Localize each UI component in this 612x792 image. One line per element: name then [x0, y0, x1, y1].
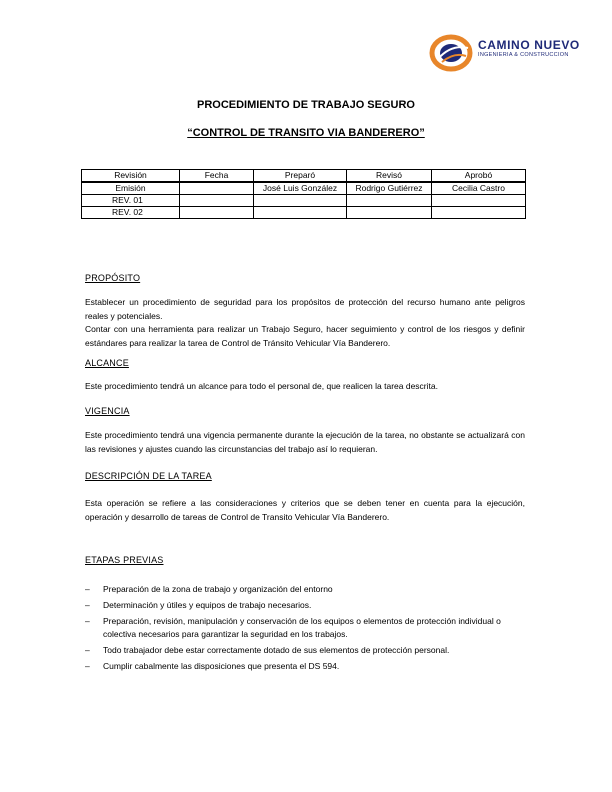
- column-header: Fecha: [180, 170, 254, 183]
- proposito-paragraph-2: Contar con una herramienta para realizar un Trabajo Seguro, hacer seguimiento y control de los riesgos y definir estándares para realizar la tarea de Control de Tránsito Vehicular Vía Banderero.: [85, 324, 525, 348]
- column-header: Aprobó: [432, 170, 526, 183]
- column-header: Preparó: [254, 170, 347, 183]
- table-cell: [180, 182, 254, 195]
- list-item-text: Preparación, revisión, manipulación y conservación de los equipos o elementos de protección individual o colectiva necesarios para garantizar la seguridad en los trabajos.: [103, 616, 501, 639]
- document-title: PROCEDIMIENTO DE TRABAJO SEGURO: [197, 99, 415, 111]
- revision-table: [81, 169, 526, 219]
- table-cell: [180, 207, 254, 219]
- list-item: – Preparación de la zona de trabajo y organización del entorno: [85, 584, 333, 594]
- logo-subtitle: INGENIERIA & CONSTRUCCION: [478, 52, 569, 58]
- proposito-paragraph-1: Establecer un procedimiento de seguridad para los propósitos de protección del recurso humano ante peligros reales y potenciales.: [85, 297, 525, 321]
- vigencia-paragraph: Este procedimiento tendrá una vigencia permanente durante la ejecución de la tarea, no obstante se actualizará con las revisiones y ajustes cuando las circunstancias del trabajo así lo requieran.: [85, 430, 525, 454]
- table-cell: [347, 195, 432, 207]
- table-cell: Rodrigo Gutiérrez: [347, 182, 432, 195]
- table-cell: REV. 02: [82, 207, 180, 219]
- table-cell: [180, 195, 254, 207]
- heading-descripcion: DESCRIPCIÓN DE LA TAREA: [85, 471, 212, 481]
- list-item: – Preparación, revisión, manipulación y conservación de los equipos o elementos de protección individual o colectiva necesarios para garantizar la seguridad en los trabajos.: [85, 616, 501, 639]
- table-cell: Cecilia Castro: [432, 182, 526, 195]
- etapas-list: [85, 583, 525, 676]
- heading-vigencia: VIGENCIA: [85, 406, 130, 416]
- list-item-text: Todo trabajador debe estar correctamente dotado de sus elementos de protección personal.: [103, 645, 450, 655]
- heading-alcance: ALCANCE: [85, 358, 129, 368]
- list-item: – Determinación y útiles y equipos de trabajo necesarios.: [85, 600, 312, 610]
- list-item-text: Cumplir cabalmente las disposiciones que presenta el DS 594.: [103, 661, 340, 671]
- table-header-row: [82, 170, 526, 183]
- heading-etapas-previas: ETAPAS PREVIAS: [85, 555, 164, 565]
- table-cell: [254, 195, 347, 207]
- table-cell: [432, 195, 526, 207]
- table-row: [82, 195, 526, 207]
- alcance-paragraph: Este procedimiento tendrá un alcance para todo el personal de, que realicen la tarea descrita.: [85, 381, 438, 391]
- company-logo: [428, 32, 588, 74]
- list-item: – Todo trabajador debe estar correctamente dotado de sus elementos de protección personal.: [85, 645, 450, 655]
- table-row: [82, 182, 526, 195]
- table-cell: REV. 01: [82, 195, 180, 207]
- document-subtitle: “CONTROL DE TRANSITO VIA BANDERERO”: [187, 127, 425, 139]
- logo-name: CAMINO NUEVO: [478, 38, 580, 52]
- table-row: [82, 207, 526, 219]
- column-header: Revisión: [82, 170, 180, 183]
- table-cell: [432, 207, 526, 219]
- list-item-text: Determinación y útiles y equipos de trabajo necesarios.: [103, 600, 312, 610]
- column-header: Revisó: [347, 170, 432, 183]
- list-item-text: Preparación de la zona de trabajo y organización del entorno: [103, 584, 333, 594]
- table-cell: [254, 207, 347, 219]
- list-item: – Cumplir cabalmente las disposiciones que presenta el DS 594.: [85, 661, 340, 671]
- descripcion-paragraph: Esta operación se refiere a las consideraciones y criterios que se deben tener en cuenta para la ejecución, operación y desarrollo de tareas de Control de Transito Vehicular Vía Banderero.: [85, 498, 525, 522]
- heading-proposito: PROPÓSITO: [85, 273, 141, 283]
- table-cell: [347, 207, 432, 219]
- table-cell: José Luis González: [254, 182, 347, 195]
- logo-emblem-icon: [428, 32, 474, 74]
- table-cell: Emisión: [82, 182, 180, 195]
